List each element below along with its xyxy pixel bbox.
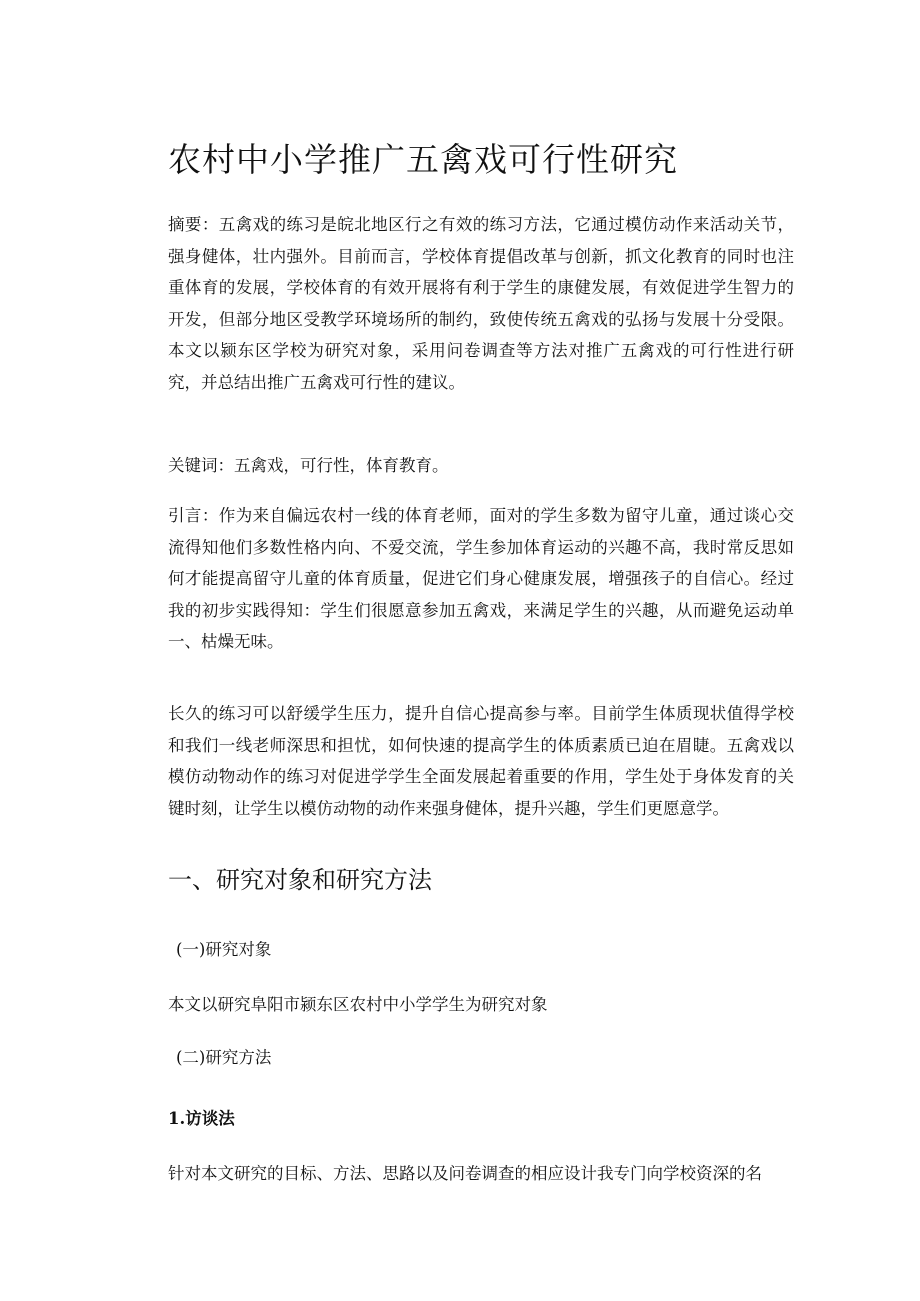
subsection-heading-research-method: (二)研究方法 (176, 1048, 272, 1067)
research-object-text: 本文以研究阜阳市颍东区农村中小学学生为研究对象 (168, 995, 548, 1014)
document-title: 农村中小学推广五禽戏可行性研究 (168, 140, 678, 179)
subsection-heading-research-object: (一)研究对象 (176, 940, 272, 959)
body-paragraph: 长久的练习可以舒缓学生压力，提升自信心提高参与率。目前学生体质现状值得学校和我们一线老师深思和担忧，如何快速的提高学生的体质素质已迫在眉睫。五禽戏以模仿动物动作的练习对促进学学生全面发展起着重要的作用，学生处于身体发育的关键时刻，让学生以模仿动物的动作来强身健体，提升兴趣，学生们更愿意学。 (168, 704, 794, 818)
method-heading-interview: 1.访谈法 (168, 1109, 235, 1128)
introduction-paragraph: 引言：作为来自偏远农村一线的体育老师，面对的学生多数为留守儿童，通过谈心交流得知他们多数性格内向、不爱交流，学生参加体育运动的兴趣不高，我时常反思如何才能提高留守儿童的体育质量，促进它们身心健康发展，增强孩子的自信心。经过我的初步实践得知：学生们很愿意参加五禽戏，来满足学生的兴趣，从而避免运动单一、枯燥无味。 (168, 506, 794, 651)
interview-method-text: 针对本文研究的目标、方法、思路以及问卷调查的相应设计我专门向学校资深的名 (168, 1164, 762, 1183)
section-heading: 一、研究对象和研究方法 (168, 866, 432, 894)
abstract-paragraph: 摘要：五禽戏的练习是皖北地区行之有效的练习方法，它通过模仿动作来活动关节，强身健体，壮内强外。目前而言，学校体育提倡改革与创新，抓文化教育的同时也注重体育的发展，学校体育的有效开展将有利于学生的康健发展，有效促进学生智力的开发，但部分地区受教学环境场所的制约，致使传统五禽戏的弘扬与发展十分受限。本文以颍东区学校为研究对象，采用问卷调查等方法对推广五禽戏的可行性进行研究，并总结出推广五禽戏可行性的建议。 (168, 215, 794, 392)
keywords-paragraph: 关键词：五禽戏，可行性，体育教育。 (168, 456, 449, 475)
